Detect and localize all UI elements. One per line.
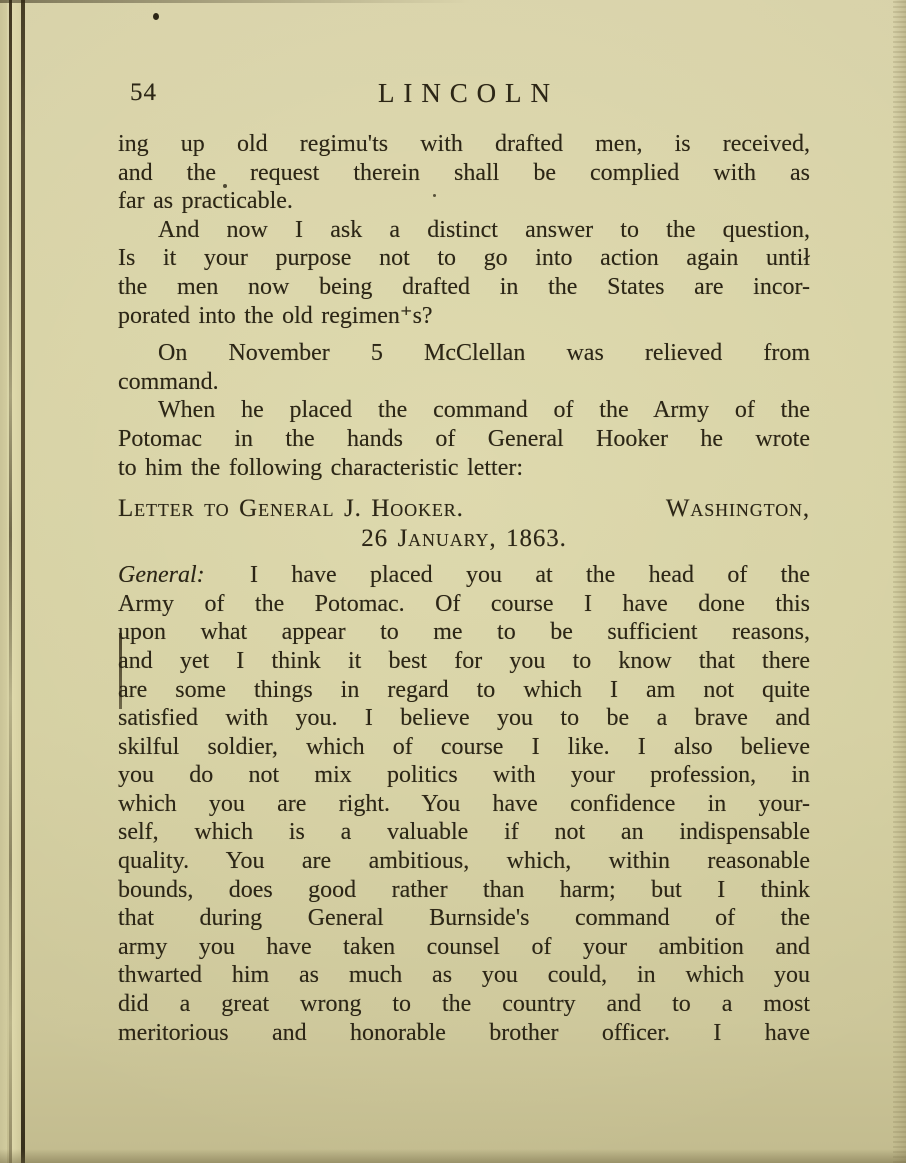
letter-heading-title: Letter to General J. Hooker. bbox=[118, 495, 464, 523]
text-line: command. bbox=[118, 368, 219, 395]
binding-line-inner bbox=[21, 0, 25, 1163]
page-top-edge-shadow bbox=[0, 0, 471, 3]
letter-body bbox=[118, 561, 810, 1047]
paragraph bbox=[118, 339, 810, 396]
binding-gutter bbox=[12, 0, 21, 1163]
page-right-edge-shadow bbox=[893, 0, 906, 1163]
page-bottom-edge-shadow bbox=[0, 1149, 906, 1163]
page-left-edge bbox=[0, 0, 7, 1163]
paragraph bbox=[118, 216, 810, 330]
text-line: and the request therein shall be complied with as bbox=[118, 159, 810, 186]
text-line: Potomac in the hands of General Hooker he wrote bbox=[118, 425, 810, 452]
text-line: Army of the Potomac. Of course I have done this bbox=[118, 590, 810, 617]
text-line: porated into the old regimen⁺s? bbox=[118, 302, 433, 329]
letter-heading-line bbox=[118, 494, 810, 524]
letter-heading-place: Washington, bbox=[665, 495, 810, 523]
paragraph bbox=[118, 396, 810, 482]
text-line: ing up old regimu'ts with drafted men, is received, bbox=[118, 131, 810, 157]
text-line: did a great wrong to the country and to a most bbox=[118, 991, 810, 1018]
text-line: the men now being drafted in the States are incor- bbox=[118, 273, 810, 300]
text-line: and yet I think it best for you to know that there bbox=[118, 647, 810, 674]
text-line: to him the following characteristic letter: bbox=[118, 454, 524, 481]
text-line: self, which is a valuable if not an indispensable bbox=[118, 819, 810, 846]
letter-salutation: General: bbox=[118, 562, 205, 589]
text-line: skilful soldier, which of course I like. I also believe bbox=[118, 733, 810, 760]
page-number: 54 bbox=[130, 79, 157, 106]
text-line: you do not mix politics with your profession, in bbox=[118, 762, 810, 789]
text-line: far as practicable. bbox=[118, 188, 293, 215]
running-head bbox=[118, 78, 810, 109]
ink-speck bbox=[153, 13, 159, 20]
paragraph bbox=[118, 130, 810, 216]
letter-heading-date: 26 January, 1863. bbox=[361, 525, 567, 553]
text-line: army you have taken counsel of your ambition and bbox=[118, 933, 810, 960]
book-title: LINCOLN bbox=[378, 78, 559, 108]
text-line: are some things in regard to which I am not quite bbox=[118, 676, 810, 703]
text-line: And now I ask a distinct answer to the question, bbox=[158, 216, 810, 243]
text-line: On November 5 McClellan was relieved from bbox=[158, 340, 810, 367]
text-line: satisfied with you. I believe you to be a brave and bbox=[118, 705, 810, 732]
text-line: thwarted him as much as you could, in which you bbox=[118, 962, 810, 989]
text-line: that during General Burnside's command of the bbox=[118, 905, 810, 932]
text-line: General: I have placed you at the head of the bbox=[118, 562, 810, 589]
text-line: Is it your purpose not to go into action again untił bbox=[118, 245, 810, 272]
letter-heading bbox=[118, 494, 810, 554]
text-line: bounds, does good rather than harm; but I think bbox=[118, 876, 810, 903]
paragraphs bbox=[118, 130, 810, 482]
text-line: which you are right. You have confidence in your- bbox=[118, 790, 810, 817]
text-line: meritorious and honorable brother officer. I have bbox=[118, 1019, 810, 1046]
text-line: When he placed the command of the Army of the bbox=[158, 397, 810, 424]
text-line: quality. You are ambitious, which, within reasonable bbox=[118, 848, 810, 875]
page-text-block bbox=[118, 130, 810, 1047]
text-line: upon what appear to me to be sufficient reasons, bbox=[118, 619, 810, 646]
